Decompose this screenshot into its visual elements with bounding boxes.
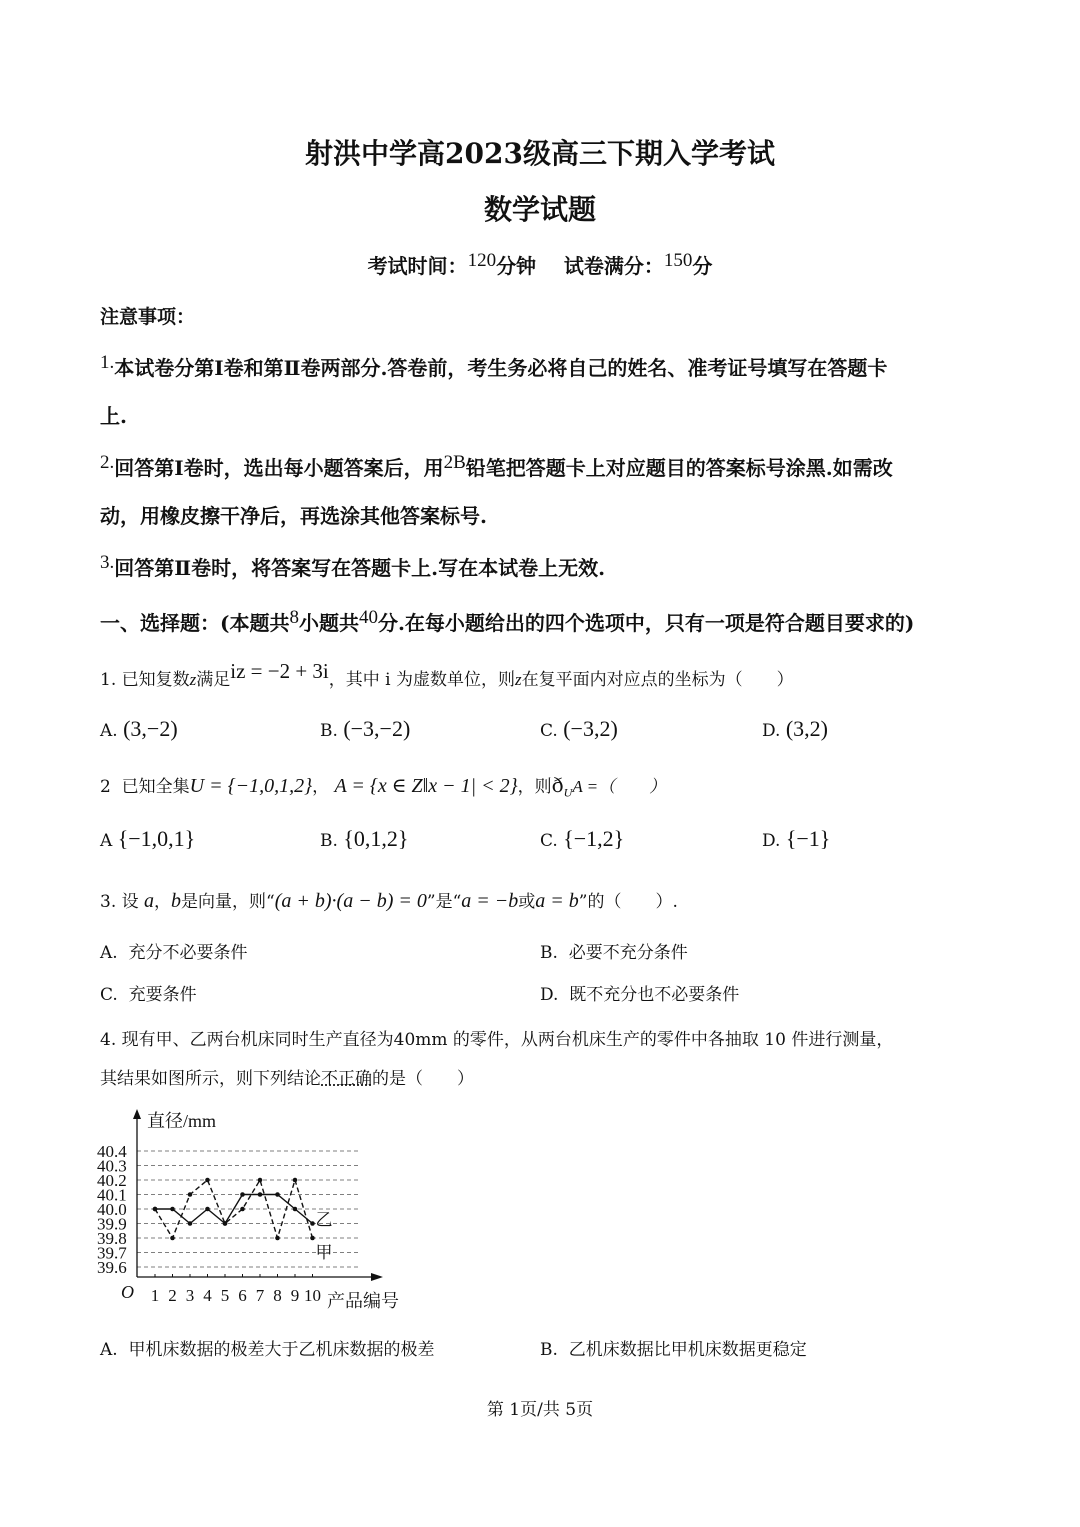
x-tick-label: 5 [220, 1286, 230, 1305]
notice-item-1 [100, 352, 887, 381]
set-u: U = {−1,0,1,2} [189, 775, 313, 797]
x-axis-label: 产品编号 [327, 1291, 399, 1311]
data-point [275, 1236, 280, 1241]
question-3: 3. 设 a，b是向量，则“(a + b)·(a − b) = 0”是“a = −b或a = b”的（ ）. [100, 890, 678, 912]
vector-expression: a = −b [461, 890, 519, 912]
origin-label: O [121, 1282, 134, 1302]
notice-text: 铅笔把答题卡上对应题目的答案标号涂黑.如需改 [465, 456, 893, 480]
q-text: 是向量，则“ [181, 892, 275, 912]
option-text: 充要条件 [128, 985, 197, 1005]
q-text: A =（ ） [572, 777, 667, 796]
option-b[interactable] [540, 938, 688, 963]
vector-expression: (a + b)·(a − b) = 0 [274, 890, 427, 912]
set-a: A = {x ∈ Z‖x − 1| < 2} [334, 775, 518, 797]
vector-b: b [171, 890, 182, 912]
q-text: ，其中 i 为虚数单位，则 [328, 670, 516, 690]
data-point [170, 1207, 175, 1212]
data-point [188, 1221, 193, 1226]
option-d[interactable] [540, 980, 739, 1005]
data-point [205, 1207, 210, 1212]
x-tick-label: 3 [185, 1286, 195, 1305]
q-num: 2 [100, 777, 111, 797]
option-text: {−1,2} [563, 826, 625, 851]
series-label: 乙 [315, 1210, 333, 1230]
notice-item-2 [100, 452, 893, 481]
q-text: ，则 [517, 777, 552, 797]
y-tick-label: 40.3 [97, 1156, 127, 1176]
option-label: A [100, 831, 113, 851]
option-text: (3,2) [785, 716, 828, 741]
option-d[interactable] [762, 826, 830, 852]
question-count: 8 [289, 607, 299, 628]
exam-subtitle: 数学试题 [483, 193, 596, 226]
option-b[interactable] [540, 1335, 807, 1360]
var-z: z [189, 670, 197, 689]
notice-item-3 [100, 552, 605, 581]
y-tick-label: 40.2 [97, 1171, 127, 1190]
option-label: D. [540, 985, 559, 1005]
data-point [258, 1178, 263, 1183]
x-tick-label: 9 [290, 1286, 300, 1305]
option-label: C. [540, 721, 558, 741]
data-point [205, 1178, 210, 1183]
q-text: ”是“ [426, 892, 462, 912]
option-text: (−3,2) [563, 716, 618, 741]
y-tick-label: 39.7 [97, 1243, 127, 1263]
data-point [258, 1192, 263, 1197]
time-unit: 分钟 [496, 254, 537, 278]
q-text: 或 [518, 892, 536, 912]
option-text: 必要不充分条件 [568, 943, 688, 963]
pencil-type: 2B [443, 452, 466, 473]
y-axis-arrow [133, 1109, 141, 1119]
data-point [275, 1192, 280, 1197]
x-axis-arrow [371, 1273, 383, 1281]
notice-num: 1. [100, 352, 115, 373]
notice-text: 回答第Ⅱ卷时，将答案写在答题卡上.写在本试卷上无效. [114, 556, 606, 580]
option-label: B. [540, 1340, 558, 1360]
option-text: 充分不必要条件 [128, 943, 248, 963]
x-tick-label: 2 [168, 1286, 177, 1305]
option-label: A. [100, 1340, 118, 1360]
q-text: 已知全集 [121, 777, 190, 797]
exam-meta [0, 250, 1080, 279]
score-unit: 分 [692, 254, 713, 278]
data-point [310, 1236, 315, 1241]
option-c[interactable] [540, 716, 618, 742]
option-label: A. [100, 943, 118, 963]
option-a[interactable] [100, 826, 195, 852]
option-text: {−1} [785, 826, 831, 851]
x-tick-label: 4 [203, 1286, 212, 1305]
data-point [170, 1236, 175, 1241]
data-point [153, 1207, 158, 1212]
option-text: (3,−2) [123, 716, 178, 741]
var-z: z [515, 670, 522, 689]
q-text: 其结果如图所示，则下列结论 [100, 1069, 321, 1089]
option-text: 甲机床数据的极差大于乙机床数据的极差 [128, 1340, 435, 1360]
data-point [310, 1221, 315, 1226]
option-a[interactable] [100, 716, 178, 742]
notice-text: 本试卷分第Ⅰ卷和第Ⅱ卷两部分.答卷前，考生务必将自己的姓名、准考证号填写在答题卡 [114, 356, 888, 380]
y-axis-label: 直径/mm [147, 1111, 217, 1131]
y-tick-label: 40.1 [97, 1185, 127, 1205]
x-tick-label: 1 [150, 1286, 160, 1305]
section-text: 分.在每小题给出的四个选项中，只有一项是符合题目要求的) [377, 611, 915, 635]
q-text: 的是（ ） [372, 1069, 474, 1089]
option-label: A. [100, 721, 118, 741]
time-value: 120 [467, 250, 497, 271]
y-tick-label: 39.6 [97, 1258, 127, 1277]
option-d[interactable] [762, 716, 828, 742]
option-b[interactable] [320, 826, 408, 852]
y-tick-label: 40.4 [97, 1142, 127, 1161]
question-4-line-2 [100, 1064, 474, 1089]
exam-title: 射洪中学高2023级高三下期入学考试 [305, 137, 775, 170]
notice-num: 2. [100, 452, 115, 473]
vector-a: a [144, 890, 155, 912]
option-label: D. [762, 721, 781, 741]
option-label: C. [540, 831, 558, 851]
notice-item-1-cont: 上. [100, 404, 127, 428]
section-points: 40 [358, 607, 378, 628]
diameter-line-chart [95, 1105, 425, 1315]
option-label: B. [540, 943, 558, 963]
emphasis-text: 不正确 [321, 1069, 372, 1089]
option-b[interactable] [320, 716, 410, 742]
option-text: 既不充分也不必要条件 [569, 985, 740, 1005]
option-a[interactable] [100, 938, 248, 963]
option-text: 乙机床数据比甲机床数据更稳定 [568, 1340, 807, 1360]
data-point [293, 1178, 298, 1183]
option-text: (−3,−2) [343, 716, 411, 741]
series-label: 甲 [315, 1243, 333, 1262]
question-4-line-1: 4. 现有甲、乙两台机床同时生产直径为40mm 的零件，从两台机床生产的零件中各抽取 10 件进行测量， [100, 1030, 894, 1050]
data-point [293, 1207, 298, 1212]
question-2: 2 已知全集U = {−1,0,1,2}， A = {x ∈ Z‖x − 1| < 2}，则$ð_UA$ =（ ） [100, 773, 667, 800]
q-text: 3. 设 [100, 892, 139, 912]
section-heading [100, 607, 914, 636]
equation: iz = −2 + 3i [230, 659, 329, 683]
q-text: 1. 已知复数 [100, 670, 190, 690]
option-a[interactable] [100, 1335, 435, 1360]
notice-text: 回答第Ⅰ卷时，选出每小题答案后，用 [114, 456, 444, 480]
option-label: D. [762, 831, 781, 851]
q-text: ”的（ ）. [578, 892, 678, 912]
y-tick-label: 40.0 [97, 1200, 127, 1219]
option-text: {0,1,2} [343, 826, 409, 851]
x-tick-label: 7 [255, 1286, 265, 1305]
page-number: 第 1页/共 5页 [486, 1400, 594, 1420]
question-1 [100, 659, 794, 691]
complement-symbol: ð [551, 773, 564, 797]
data-point [188, 1192, 193, 1197]
data-point [240, 1207, 245, 1212]
option-c[interactable] [540, 826, 624, 852]
section-text: 小题共 [298, 611, 359, 635]
option-text: {−1,0,1} [117, 826, 196, 851]
option-label: C. [100, 985, 118, 1005]
section-text: 一、选择题：(本题共 [100, 611, 290, 635]
y-tick-label: 39.8 [97, 1229, 127, 1248]
score-value: 150 [663, 250, 693, 271]
x-tick-label: 10 [304, 1286, 321, 1305]
notice-heading: 注意事项： [100, 306, 196, 328]
vector-expression: a = b [535, 890, 579, 912]
q-text: 满足 [196, 670, 231, 690]
x-tick-label: 6 [238, 1286, 247, 1305]
subscript-u: U [563, 785, 573, 800]
data-point [240, 1192, 245, 1197]
notice-item-2-cont: 动，用橡皮擦干净后，再选涂其他答案标号. [100, 504, 487, 528]
option-label: B. [320, 721, 338, 741]
q-text: 在复平面内对应点的坐标为（ ） [521, 670, 794, 690]
x-tick-label: 8 [273, 1286, 282, 1305]
y-tick-label: 39.9 [97, 1214, 127, 1234]
time-label: 考试时间： [367, 254, 468, 278]
option-label: B. [320, 831, 338, 851]
data-point [223, 1221, 228, 1226]
option-c[interactable] [100, 980, 197, 1005]
score-label: 试卷满分： [563, 254, 664, 278]
notice-num: 3. [100, 552, 115, 573]
